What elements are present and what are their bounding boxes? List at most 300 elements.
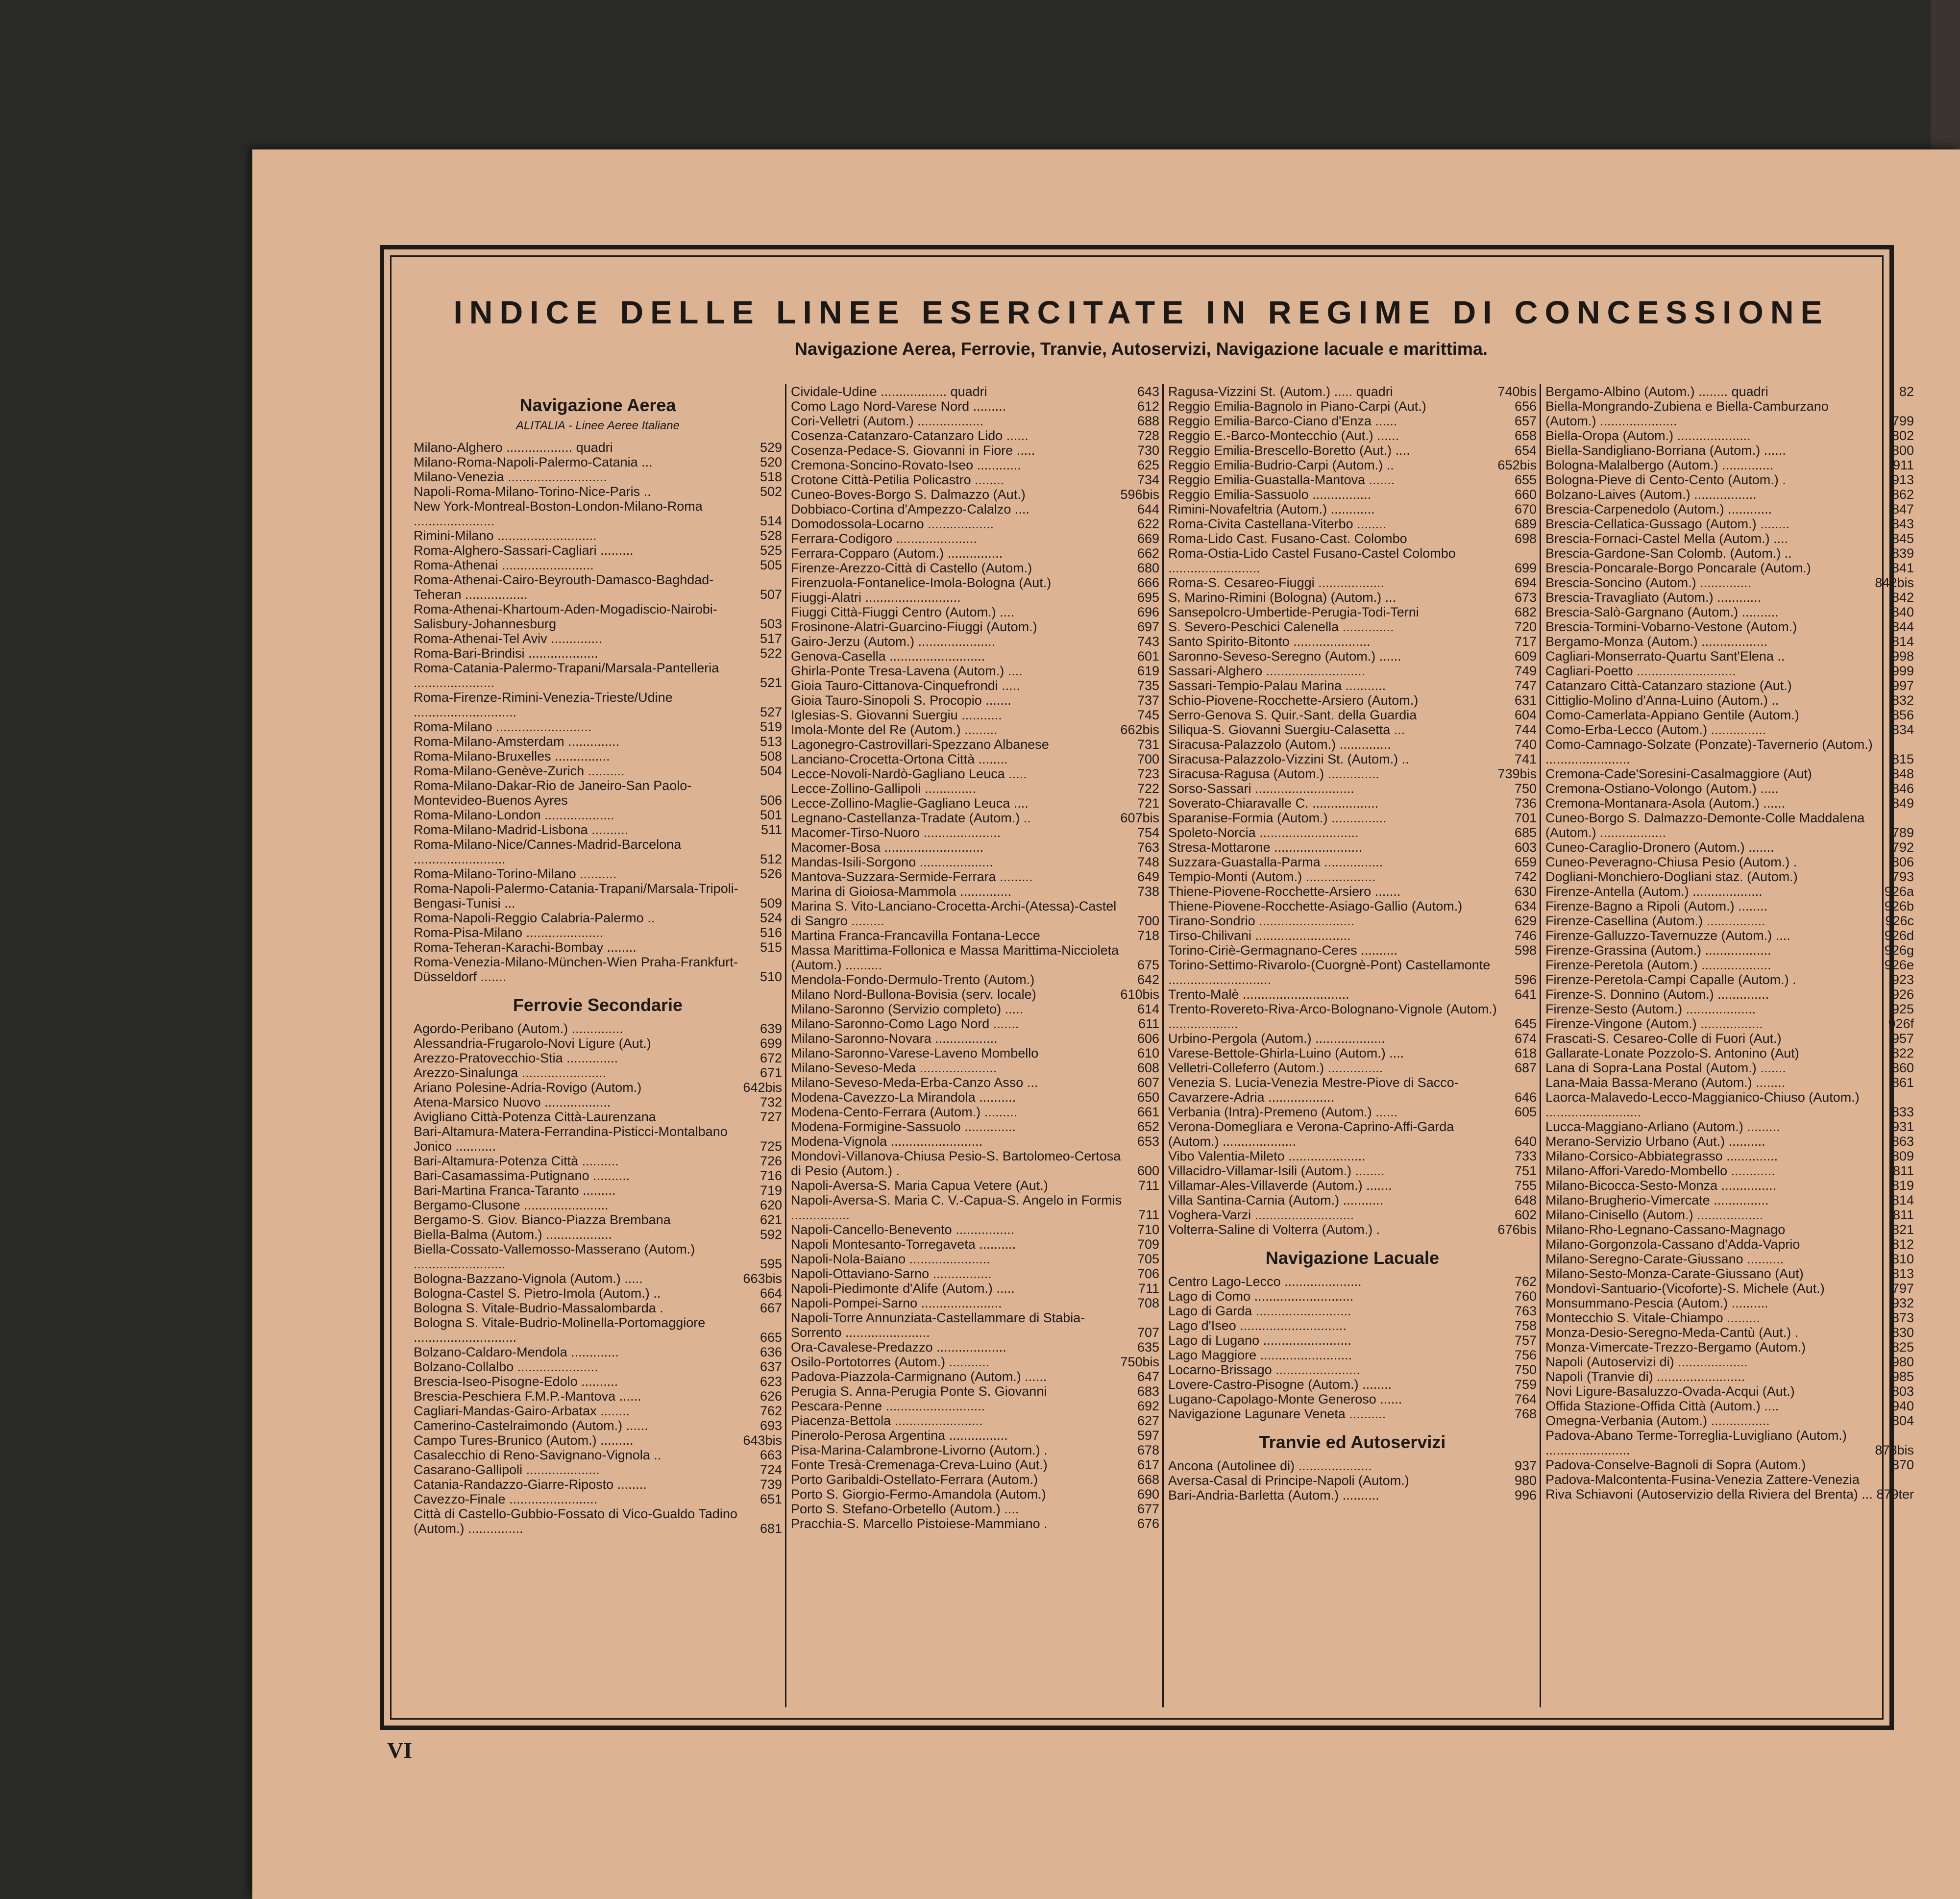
table-number: 810 — [1891, 1252, 1914, 1266]
line-name: Soverato-Chiaravalle C. .................. — [1168, 796, 1379, 811]
table-number: 750bis — [1120, 1355, 1159, 1369]
line-name: Macomer-Bosa ........................... — [791, 840, 984, 855]
line-name: Massa Marittima-Follonica e Massa Marittima-Niccioleta (Autom.) .......... — [791, 943, 1119, 972]
line-name: Fonte Tresà-Cremenaga-Creva-Luino (Aut.) — [791, 1457, 1048, 1472]
line-name: Cividale-Udine .................. quadri — [791, 384, 987, 399]
index-entry — [791, 1016, 1159, 1031]
line-name: Lecce-Zollino-Maglie-Gagliano Leuca .... — [791, 796, 1029, 811]
line-name: Rimini-Novafeltria (Autom.) ............ — [1168, 502, 1375, 517]
index-column-4 — [1545, 384, 1914, 1502]
line-name: Milano-Seregno-Carate-Giussano .......... — [1545, 1252, 1784, 1266]
table-number: 659 — [1514, 855, 1537, 869]
table-number: 600 — [1137, 1163, 1159, 1178]
line-name: Roma-Bari-Brindisi ................... — [414, 646, 598, 661]
line-name: Siracusa-Ragusa (Autom.) .............. — [1168, 766, 1379, 781]
index-entry — [1545, 737, 1914, 766]
table-number: 621 — [760, 1212, 782, 1227]
line-name: Roma-Milano-Amsterdam .............. — [414, 734, 620, 749]
line-name: Biella-Mongrando-Zubiena e Biella-Camburzano (Autom.) ..................... — [1545, 399, 1829, 428]
table-number: 762 — [760, 1404, 782, 1418]
line-name: Pescara-Penne ........................... — [791, 1399, 985, 1413]
table-number: 642bis — [743, 1080, 782, 1095]
index-entry — [791, 781, 1159, 796]
table-number: 617 — [1137, 1457, 1159, 1472]
line-name: Piacenza-Bettola ........................ — [791, 1413, 983, 1428]
index-entry — [791, 1369, 1159, 1384]
index-entry — [1545, 811, 1914, 840]
index-entry — [414, 1477, 782, 1492]
index-entry — [414, 955, 782, 984]
table-number: 646 — [1514, 1090, 1537, 1105]
index-entry — [414, 1433, 782, 1448]
index-entry — [1168, 1046, 1537, 1060]
index-entry — [1545, 605, 1914, 619]
table-number: 643 — [1137, 384, 1159, 399]
table-number: 806 — [1891, 855, 1914, 869]
table-number: 596bis — [1120, 487, 1159, 502]
index-entry — [1168, 1348, 1537, 1362]
index-entry — [1545, 664, 1914, 678]
line-name: Villamar-Ales-Villaverde (Autom.) ....... — [1168, 1178, 1392, 1193]
table-number: 683 — [1137, 1384, 1159, 1399]
line-name: Brescia-Soncino (Autom.) .............. — [1545, 575, 1752, 590]
line-name: Lago d'Iseo ............................. — [1168, 1318, 1347, 1333]
index-entry — [1545, 884, 1914, 899]
table-number: 663bis — [743, 1271, 782, 1286]
line-name: Stresa-Mottarone ........................ — [1168, 840, 1363, 855]
line-name: Milano-Brugherio-Vimercate ............... — [1545, 1193, 1769, 1208]
table-number: 812 — [1891, 1237, 1914, 1252]
index-entry — [791, 928, 1159, 943]
index-entry — [1545, 1428, 1914, 1457]
index-entry — [1545, 693, 1914, 708]
page-subtitle: Navigazione Aerea, Ferrovie, Tranvie, Autoservizi, Navigazione lacuale e marittima. — [795, 339, 1488, 359]
index-entry — [791, 1134, 1159, 1149]
table-number: 811 — [1892, 1208, 1914, 1222]
table-number: 635 — [1137, 1340, 1159, 1355]
table-number: 740 — [1514, 737, 1537, 752]
index-entry — [1168, 987, 1537, 1002]
table-number: 759 — [1514, 1377, 1537, 1392]
index-entry — [414, 1051, 782, 1065]
line-name: Legnano-Castellanza-Tradate (Autom.) .. — [791, 811, 1031, 825]
table-number: 627 — [1137, 1413, 1159, 1428]
table-number: 643bis — [743, 1433, 782, 1448]
table-number: 716 — [760, 1168, 782, 1183]
line-name: Porto S. Stefano-Orbetello (Autom.) .... — [791, 1502, 1019, 1516]
table-number: 862 — [1891, 487, 1914, 502]
line-name: Roma-Firenze-Rimini-Venezia-Trieste/Udine ............................ — [414, 690, 673, 719]
line-name: Bari-Casamassima-Putignano .......... — [414, 1168, 630, 1183]
index-entry — [1168, 487, 1537, 502]
line-name: Milano-Bicocca-Sesto-Monza ............... — [1545, 1178, 1777, 1193]
index-entry — [791, 1296, 1159, 1310]
line-name: Napoli Montesanto-Torregaveta .......... — [791, 1237, 1016, 1252]
index-entry — [414, 1315, 782, 1345]
index-entry — [791, 1487, 1159, 1502]
index-entry — [414, 808, 782, 822]
table-number: 630 — [1514, 884, 1537, 899]
index-entry — [414, 1242, 782, 1271]
table-number: 614 — [1137, 1002, 1159, 1016]
index-entry — [791, 619, 1159, 634]
line-name: Roma-Teheran-Karachi-Bombay ........ — [414, 940, 637, 955]
index-entry — [1168, 1458, 1537, 1473]
index-entry — [414, 543, 782, 558]
index-entry — [414, 881, 782, 911]
index-entry — [1545, 517, 1914, 531]
line-name: Firenze-Bagno a Ripoli (Autom.) ........ — [1545, 899, 1768, 913]
line-name: Cagliari-Poetto ........................... — [1545, 664, 1736, 678]
table-number: 913 — [1891, 472, 1914, 487]
index-entry — [791, 517, 1159, 531]
line-name: Venezia S. Lucia-Venezia Mestre-Piove di Sacco-Cavarzere-Adria .................. — [1168, 1075, 1459, 1105]
line-name: Milano-Venezia ........................... — [414, 469, 607, 484]
table-number: 527 — [760, 705, 782, 719]
table-number: 849 — [1891, 796, 1914, 811]
line-name: Milano-Cinisello (Autom.) .................. — [1545, 1208, 1764, 1222]
line-name: Montecchio S. Vitale-Chiampo ......... — [1545, 1310, 1760, 1325]
table-number: 520 — [760, 455, 782, 469]
table-number: 642 — [1137, 972, 1159, 987]
line-name: Verona-Domegliara e Verona-Caprino-Affi-Garda (Autom.) .................... — [1168, 1119, 1454, 1149]
line-name: Arezzo-Pratovecchio-Stia .............. — [414, 1051, 618, 1065]
table-number: 997 — [1891, 678, 1914, 693]
index-entry — [1545, 619, 1914, 634]
line-name: Firenze-Antella (Autom.) ................... — [1545, 884, 1763, 899]
table-number: 658 — [1514, 428, 1537, 443]
line-name: Bergamo-S. Giov. Bianco-Piazza Brembana — [414, 1212, 671, 1227]
table-number: 671 — [760, 1065, 782, 1080]
index-entry — [791, 722, 1159, 737]
line-name: Lago di Lugano ........................ — [1168, 1333, 1351, 1348]
line-name: Roma-Pisa-Milano ..................... — [414, 925, 604, 940]
index-entry — [414, 440, 782, 455]
table-number: 619 — [1137, 664, 1159, 678]
index-entry — [1168, 1289, 1537, 1304]
table-number: 741 — [1514, 752, 1537, 766]
table-number: 608 — [1137, 1060, 1159, 1075]
index-entry — [791, 737, 1159, 752]
index-entry — [791, 649, 1159, 664]
line-name: Torino-Ciriè-Germagnano-Ceres .......... — [1168, 943, 1398, 958]
index-entry — [414, 1418, 782, 1433]
table-number: 673 — [1514, 590, 1537, 605]
line-name: Lovere-Castro-Pisogne (Autom.) ........ — [1168, 1377, 1392, 1392]
index-entry — [414, 1359, 782, 1374]
line-name: Catania-Randazzo-Giarre-Riposto ........ — [414, 1477, 647, 1492]
page-frame — [380, 245, 1914, 1730]
index-entry — [791, 1031, 1159, 1046]
line-name: Padova-Conselve-Bagnoli di Sopra (Autom.) — [1545, 1457, 1806, 1472]
index-entry — [1168, 708, 1537, 722]
index-entry — [1545, 1266, 1914, 1281]
table-number: 636 — [760, 1345, 782, 1359]
table-number: 592 — [760, 1227, 782, 1242]
index-entry — [1545, 1281, 1914, 1296]
table-number: 524 — [760, 911, 782, 925]
line-name: Tirso-Chilivani .......................... — [1168, 928, 1351, 943]
table-number: 727 — [760, 1110, 782, 1124]
table-number: 735 — [1137, 678, 1159, 693]
line-name: Reggio E.-Barco-Montecchio (Aut.) ...... — [1168, 428, 1399, 443]
index-entry — [414, 778, 782, 808]
section-subtitle: ALITALIA - Linee Aeree Italiane — [516, 419, 680, 432]
line-name: Brescia-Travagliato (Autom.) ............ — [1545, 590, 1762, 605]
line-name: Roma-Civita Castellana-Viterbo ........ — [1168, 517, 1387, 531]
index-entry — [414, 572, 782, 602]
line-name: Biella-Sandigliano-Borriana (Autom.) ...... — [1545, 443, 1786, 458]
line-name: Osilo-Portotorres (Autom.) ........... — [791, 1355, 990, 1369]
line-name: Macomer-Tirso-Nuoro ..................... — [791, 825, 1001, 840]
line-name: Modena-Cento-Ferrara (Autom.) ......... — [791, 1105, 1018, 1119]
index-entry — [791, 1193, 1159, 1222]
line-name: Monsummano-Pescia (Autom.) .......... — [1545, 1296, 1768, 1310]
index-entry — [414, 1492, 782, 1506]
table-number: 510 — [760, 969, 782, 984]
index-entry — [791, 678, 1159, 693]
table-number: 740bis — [1497, 384, 1537, 399]
index-entry — [791, 472, 1159, 487]
table-number: 742 — [1514, 869, 1537, 884]
index-entry — [1545, 1060, 1914, 1075]
index-entry — [1168, 1304, 1537, 1318]
line-name: Roma-Athenai-Cairo-Beyrouth-Damasco-Baghdad-Teheran ................. — [414, 572, 714, 602]
table-number: 666 — [1137, 575, 1159, 590]
table-number: 618 — [1514, 1046, 1537, 1060]
index-entry — [1545, 678, 1914, 693]
line-name: Roma-Milano-Nice/Cannes-Madrid-Barcelona ......................... — [414, 837, 682, 866]
line-name: Roma-Athenai ......................... — [414, 558, 594, 572]
index-entry — [791, 1266, 1159, 1281]
line-name: Roma-Venezia-Milano-München-Wien Praha-Frankfurt-Düsseldorf ....... — [414, 955, 738, 984]
index-entry — [1545, 1075, 1914, 1090]
table-number: 512 — [760, 852, 782, 866]
index-entry — [791, 811, 1159, 825]
table-number: 754 — [1137, 825, 1159, 840]
line-name: Pracchia-S. Marcello Pistoiese-Mammiano . — [791, 1516, 1048, 1531]
table-number: 509 — [760, 896, 782, 911]
index-entry — [791, 1428, 1159, 1443]
index-entry — [414, 661, 782, 690]
table-number: 911 — [1892, 458, 1914, 472]
line-name: Firenze-S. Donnino (Autom.) .............. — [1545, 987, 1769, 1002]
table-number: 640 — [1514, 1134, 1537, 1149]
section-title: Navigazione Aerea — [519, 395, 676, 415]
index-entry — [1168, 1377, 1537, 1392]
index-entry — [1545, 1031, 1914, 1046]
table-number: 863 — [1891, 1134, 1914, 1149]
index-entry — [1545, 928, 1914, 943]
table-number: 751 — [1514, 1163, 1537, 1178]
index-entry — [791, 1472, 1159, 1487]
index-entry — [1168, 634, 1537, 649]
index-entry — [1168, 811, 1537, 825]
index-entry — [1545, 1016, 1914, 1031]
line-name: Milano-Roma-Napoli-Palermo-Catania ... — [414, 455, 653, 469]
line-name: Thiene-Piovene-Rocchette-Asiago-Gallio (Autom.) — [1168, 899, 1463, 913]
index-entry — [1168, 384, 1537, 399]
section-title: Navigazione Lacuale — [1265, 1248, 1440, 1268]
index-entry — [414, 558, 782, 572]
table-number: 665 — [760, 1330, 782, 1345]
index-entry — [1168, 884, 1537, 899]
index-entry — [414, 1301, 782, 1315]
index-entry — [1545, 1163, 1914, 1178]
line-name: Sparanise-Formia (Autom.) ............... — [1168, 811, 1387, 825]
line-name: Lanciano-Crocetta-Ortona Città ........ — [791, 752, 1008, 766]
index-entry — [414, 1110, 782, 1124]
index-entry — [414, 1212, 782, 1227]
index-entry — [1168, 781, 1537, 796]
line-name: Cuneo-Peveragno-Chiusa Pesio (Autom.) . — [1545, 855, 1797, 869]
table-number: 750 — [1514, 1362, 1537, 1377]
table-number: 803 — [1891, 1384, 1914, 1399]
table-number: 654 — [1514, 443, 1537, 458]
table-number: 526 — [760, 866, 782, 881]
line-name: Bologna-Bazzano-Vignola (Autom.) ..... — [414, 1271, 643, 1286]
index-entry — [791, 869, 1159, 884]
line-name: Monza-Desio-Seregno-Meda-Cantù (Aut.) . — [1545, 1325, 1799, 1340]
line-name: Milano-Gorgonzola-Cassano d'Adda-Vaprio — [1545, 1237, 1800, 1252]
line-name: Casalecchio di Reno-Savignano-Vignola .. — [414, 1448, 662, 1462]
table-number: 597 — [1137, 1428, 1159, 1443]
index-entry — [1168, 1318, 1537, 1333]
index-entry — [1168, 443, 1537, 458]
line-name: Bari-Martina Franca-Taranto ......... — [414, 1183, 616, 1198]
table-number: 732 — [760, 1095, 782, 1110]
index-entry — [1168, 1473, 1537, 1488]
index-entry — [791, 443, 1159, 458]
table-number: 819 — [1891, 1178, 1914, 1193]
line-name: Bolzano-Collalbo ...................... — [414, 1359, 598, 1374]
table-number: 878bis — [1875, 1443, 1914, 1457]
table-number: 505 — [760, 558, 782, 572]
table-number: 985 — [1891, 1369, 1914, 1384]
table-number: 931 — [1891, 1119, 1914, 1134]
line-name: Milano-Alghero .................. quadri — [414, 440, 613, 455]
line-name: Frascati-S. Cesareo-Colle di Fuori (Aut.) — [1545, 1031, 1782, 1046]
line-name: Marina S. Vito-Lanciano-Crocetta-Archi-(Atessa)-Castel di Sangro ......... — [791, 899, 1117, 928]
line-name: Roma-Napoli-Palermo-Catania-Trapani/Marsala-Tripoli-Bengasi-Tunisi ... — [414, 881, 738, 911]
line-name: Novi Ligure-Basaluzzo-Ovada-Acqui (Aut.) — [1545, 1384, 1795, 1399]
index-entry — [1545, 1002, 1914, 1016]
line-name: Velletri-Colleferro (Autom.) ............... — [1168, 1060, 1383, 1075]
index-entry — [414, 1404, 782, 1418]
index-entry — [791, 428, 1159, 443]
table-number: 517 — [760, 631, 782, 646]
line-name: Lucca-Maggiano-Arliano (Autom.) ......... — [1545, 1119, 1780, 1134]
line-name: Milano-Saronno-Como Lago Nord ....... — [791, 1016, 1019, 1031]
line-name: Firenze-Arezzo-Città di Castello (Autom.) — [791, 561, 1032, 575]
line-name: Cosenza-Catanzaro-Catanzaro Lido ...... — [791, 428, 1029, 443]
page-number: VI — [387, 1738, 413, 1763]
line-name: Sassari-Tempio-Palau Marina ........... — [1168, 678, 1386, 693]
line-name: Offida Stazione-Offida Città (Autom.) .... — [1545, 1399, 1779, 1413]
table-number: 681 — [760, 1521, 782, 1536]
index-entry — [791, 531, 1159, 546]
table-number: 605 — [1514, 1105, 1537, 1119]
table-number: 719 — [760, 1183, 782, 1198]
table-number: 701 — [1514, 811, 1537, 825]
table-number: 841 — [1891, 561, 1914, 575]
table-number: 721 — [1137, 796, 1159, 811]
table-number: 682 — [1514, 605, 1537, 619]
table-number: 644 — [1137, 502, 1159, 517]
line-name: Genova-Casella .......................... — [791, 649, 985, 664]
table-number: 842 — [1891, 590, 1914, 605]
table-number: 700 — [1137, 913, 1159, 928]
table-number: 792 — [1891, 840, 1914, 855]
table-number: 698 — [1514, 531, 1537, 546]
index-entry — [1168, 1149, 1537, 1163]
index-entry — [791, 943, 1159, 972]
index-entry — [791, 1105, 1159, 1119]
table-number: 595 — [760, 1257, 782, 1271]
table-number: 680 — [1137, 561, 1159, 575]
index-entry — [1545, 1119, 1914, 1134]
table-number: 762 — [1514, 1274, 1537, 1289]
line-name: S. Marino-Rimini (Bologna) (Autom.) ... — [1168, 590, 1396, 605]
table-number: 802 — [1891, 428, 1914, 443]
line-name: Gairo-Jerzu (Autom.) ..................... — [791, 634, 996, 649]
index-entry — [414, 1374, 782, 1389]
index-entry — [1545, 943, 1914, 958]
table-number: 645 — [1514, 1016, 1537, 1031]
index-entry — [1545, 1369, 1914, 1384]
index-entry — [1168, 1060, 1537, 1075]
line-name: Villacidro-Villamar-Isili (Autom.) ........ — [1168, 1163, 1385, 1178]
table-number: 660 — [1514, 487, 1537, 502]
line-name: Firenzuola-Fontanelice-Imola-Bologna (Aut.) — [791, 575, 1052, 590]
line-name: Bologna-Pieve di Cento-Cento (Autom.) . — [1545, 472, 1786, 487]
index-entry — [1168, 546, 1537, 575]
index-entry — [414, 822, 782, 837]
index-entry — [1168, 1075, 1537, 1105]
line-name: Gallarate-Lonate Pozzolo-S. Antonino (Aut) — [1545, 1046, 1799, 1060]
line-name: Roma-Milano-Torino-Milano .......... — [414, 866, 617, 881]
line-name: Brescia-Peschiera F.M.P.-Mantova ...... — [414, 1389, 641, 1404]
line-name: Cagliari-Monserrato-Quartu Sant'Elena .. — [1545, 649, 1785, 664]
table-number: 692 — [1137, 1399, 1159, 1413]
table-number: 736 — [1514, 796, 1537, 811]
table-number: 689 — [1514, 517, 1537, 531]
index-entry — [1168, 1031, 1537, 1046]
line-name: Napoli-Pompei-Sarno ...................... — [791, 1296, 1002, 1310]
table-number: 603 — [1514, 840, 1537, 855]
table-number: 693 — [760, 1418, 782, 1433]
line-name: Lecce-Novoli-Nardò-Gagliano Leuca ..... — [791, 766, 1027, 781]
index-entry — [791, 1355, 1159, 1369]
index-entry — [1545, 443, 1914, 458]
index-entry — [1545, 1134, 1914, 1149]
index-entry — [1545, 384, 1914, 399]
line-name: Cremona-Montanara-Asola (Autom.) ...... — [1545, 796, 1786, 811]
table-number: 980 — [1514, 1473, 1537, 1488]
index-column-3 — [1168, 384, 1537, 1503]
line-name: Bolzano-Laives (Autom.) ................. — [1545, 487, 1757, 502]
table-number: 513 — [760, 734, 782, 749]
table-number: 926 — [1891, 987, 1914, 1002]
line-name: Imola-Monte del Re (Autom.) ......... — [791, 722, 998, 737]
index-entry — [1168, 517, 1537, 531]
table-number: 602 — [1514, 1208, 1537, 1222]
table-number: 504 — [760, 764, 782, 778]
index-entry — [1545, 428, 1914, 443]
line-name: Porto S. Giorgio-Fermo-Amandola (Autom.) — [791, 1487, 1046, 1502]
line-name: Modena-Formigine-Sassuolo .............. — [791, 1119, 1016, 1134]
line-name: Firenze-Peretola (Autom.) ................... — [1545, 958, 1771, 972]
